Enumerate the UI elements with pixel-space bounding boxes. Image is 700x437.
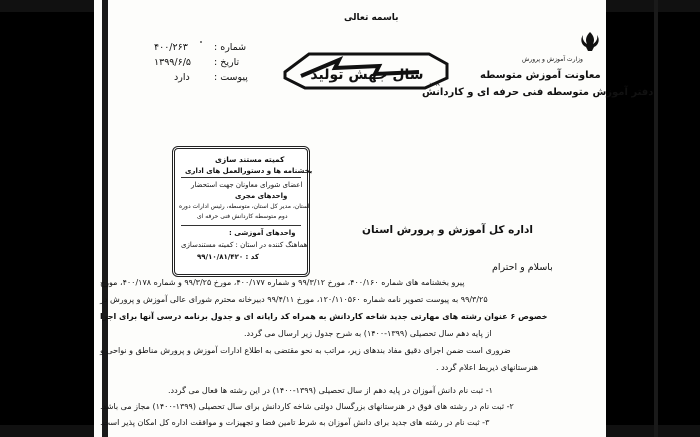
page-left-border — [102, 0, 108, 437]
documentation-stamp — [172, 146, 313, 277]
attachment-label: پیوست : — [214, 72, 248, 83]
para1-line3: خصوص ۶ عنوان رشته های مهارتی جدید شاخه کاردانش به همراه کد رایانه ای و جدول برنامه درسی آنها برای اجرا — [100, 312, 548, 321]
stamp-rule — [181, 225, 301, 226]
stamp-rule — [181, 177, 301, 178]
item-2: ۲- ثبت نام در رشته های فوق در هنرستانهای بزرگسال دولتی شاخه کاردانش برای سال تحصیلی (۱۳۹۹-۱۴۰۰) مجاز می باشد. — [100, 402, 514, 411]
number-value: ۴۰۰/۲۶۳ — [154, 42, 188, 53]
stamp-line-3: اعضای شورای معاونان جهت استحضار — [191, 181, 303, 189]
ministry-line: وزارت آموزش و پرورش — [522, 56, 583, 63]
stamp-line-4: واحدهای مجری — [235, 192, 288, 200]
date-label: تاریخ : — [214, 57, 240, 68]
item-3: ۳- ثبت نام در رشته های جدید برای دانش آموزان به شرط تامین فضا و تجهیزات و موافقت اداره کل امکان پذیر است. — [100, 418, 490, 427]
stamp-line-2: بخشنامه ها و دستورالعمل های اداری — [185, 167, 313, 175]
greeting: باسلام و احترام — [492, 262, 553, 273]
stamp-line-5: استان، مدیر کل استان، متوسطه، رئیس ادارات دوره — [179, 203, 310, 210]
stamp-line-7: واحدهای آموزشی : — [229, 229, 296, 237]
stamp-line-1: کمیته مستند سازی — [215, 155, 285, 164]
svg-text:۱۳۹۹: ۱۳۹۹ — [429, 82, 440, 88]
page-right-border — [654, 0, 658, 437]
para1-line4: از پایه دهم سال تحصیلی (۱۳۹۹-۱۴۰۰) به شرح جدول زیر ارسال می گردد. — [244, 329, 492, 338]
bismillah-heading: باسمه تعالی — [344, 13, 399, 23]
stamp-line-8: هماهنگ کننده در استان : کمیته مستندسازی — [181, 241, 308, 249]
item-1: ۱- ثبت نام دانش آموزان در پایه دهم از سال تحصیلی (۱۳۹۹-۱۴۰۰) در این رشته ها فعال می گردد. — [168, 386, 493, 395]
iran-emblem-icon — [576, 30, 604, 54]
recipient-heading: اداره کل آموزش و پرورش استان — [362, 224, 533, 236]
logo-text: سال جهش تولید — [310, 67, 424, 83]
para2-line1: ضروری است ضمن اجرای دقیق مفاد بندهای زیر، مراتب به نحو مقتضی به اطلاع ادارات آموزش و پرورش مناطق و نواحی و — [100, 346, 511, 355]
date-value: ۱۳۹۹/۶/۵ — [154, 57, 192, 68]
stamp-line-9: کد : ۹۹/۱۰/۸۱/۴۲۰ — [197, 253, 259, 261]
document-page — [94, 0, 654, 437]
para1-line2: ۹۹/۳/۲۵ به پیوست تصویر نامه شماره ۱۲۰/۱۱۰۵۶۰، مورخ ۹۹/۴/۱۱ دبیرخانه محترم شورای عالی آموزش و پرورش در — [100, 295, 488, 304]
para1-line1: پیرو بخشنامه های شماره ۴۰۰/۱۶۰، مورخ ۹۹/۳/۱۲ و شماره ۴۰۰/۱۷۷، مورخ ۹۹/۳/۲۵ و شماره ۴۰۰/۱۷۸، مورخ — [100, 278, 465, 287]
org-line-2: دفتر آموزش متوسطه فنی حرفه ای و کاردانش — [422, 87, 654, 98]
org-line-1: معاونت آموزش متوسطه — [480, 70, 601, 81]
attachment-value: دارد — [174, 72, 190, 83]
number-label: شماره : — [214, 42, 247, 53]
dot — [200, 41, 202, 43]
stamp-line-6: دوم متوسطه کاردانش فنی حرفه ای — [197, 213, 288, 220]
production-leap-logo — [279, 50, 454, 92]
para2-line2: هنرستانهای ذیربط اعلام گردد . — [436, 363, 539, 372]
